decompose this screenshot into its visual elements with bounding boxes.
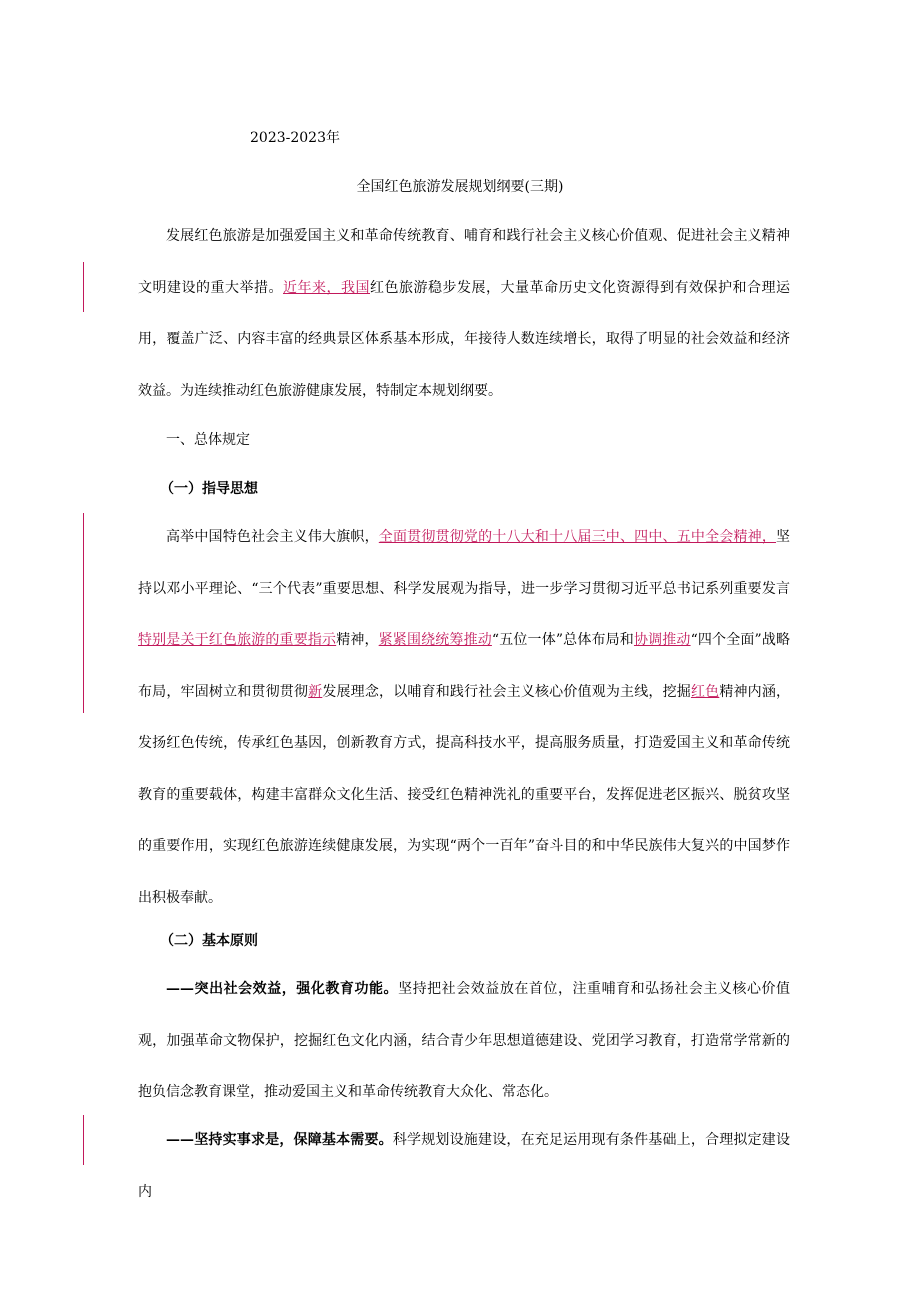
- inserted-text: 协调推动: [633, 632, 691, 648]
- document-title: 全国红色旅游发展规划纲要(三期): [356, 179, 564, 195]
- principle-paragraph: [138, 964, 790, 1119]
- inserted-text: 全面贯彻贯彻党的十八大和十八届三中、四中、五中全会精神，: [378, 529, 777, 545]
- principle-title: ——突出社会效益，强化教育功能。: [166, 981, 399, 997]
- guide-text: 精神，: [336, 632, 379, 648]
- subsection-heading: （一）指导思想: [160, 481, 258, 497]
- section-heading: 一、总体规定: [166, 432, 250, 448]
- subsection-heading: （二）基本原则: [160, 933, 258, 949]
- change-bar: [83, 262, 84, 312]
- guide-text: 精神内涵，发扬红色传统，传承红色基因，创新教育方式，提高科技水平，提高服务质量，打造爱国主义和革命传统教育的重要载体，构建丰富群众文化生活、接受红色精神洗礼的重要平台，发挥促进老区振兴、脱贫攻坚的重要作用，实现红色旅游连续健康发展，为实现“两个一百年”奋斗目的和中华民族伟大复兴的中国梦作出积极奉献。: [138, 683, 791, 906]
- inserted-text: 新: [308, 683, 323, 700]
- principle-title: ——坚持实事求是，保障基本需要。: [166, 1132, 393, 1148]
- guide-text: 坚持以邓小平理论、“三个代表”重要思想、科学发展观为指导，进一步学习贯彻习近平总书记系列重要发言: [138, 529, 791, 597]
- change-bar: [83, 513, 84, 713]
- intro-text-2: 红色旅游稳步发展，大量革命历史文化资源得到有效保护和合理运用，覆盖广泛、内容丰富的经典景区体系基本形成，年接待人数连续增长，取得了明显的社会效益和经济效益。为连续推动红色旅游健康发展，特制定本规划纲要。: [138, 279, 790, 399]
- intro-text-1: 发展红色旅游是加强爱国主义和革命传统教育、哺育和践行社会主义核心价值观、促进社会主义精神文明建设的重大举措。: [138, 228, 790, 296]
- inserted-text: 紧紧围绕统筹推动: [378, 632, 492, 648]
- inserted-text: 近年来，我国: [283, 279, 370, 296]
- guide-text: “五位一体”总体布局和: [491, 632, 634, 648]
- inserted-text: 红色: [690, 683, 720, 700]
- inserted-text: 特别是关于红色旅游的重要指示: [138, 632, 337, 648]
- guide-text: 发展理念，以哺育和践行社会主义核心价值观为主线，挖掘: [322, 683, 691, 700]
- principle-paragraph: [138, 1115, 790, 1218]
- principle-text: 坚持把社会效益放在首位，注重哺育和弘扬社会主义核心价值观，加强革命文物保护，挖掘红色文化内涵，结合青少年思想道德建设、党团学习教育，打造常学常新的抱负信念教育课堂，推动爱国主义和革命传统教育大众化、常态化。: [138, 981, 791, 1100]
- change-bar: [83, 1115, 84, 1165]
- year-line: 2023-2023年: [250, 130, 340, 146]
- guide-text: “四个全面”战略布局，牢固树立和贯彻贯彻: [138, 632, 790, 700]
- guide-text: 高举中国特色社会主义伟大旗帜，: [166, 529, 379, 545]
- intro-paragraph: [138, 211, 790, 417]
- guide-paragraph: [138, 512, 790, 924]
- principle-text: 科学规划设施建设，在充足运用现有条件基础上，合理拟定建设内: [138, 1132, 791, 1200]
